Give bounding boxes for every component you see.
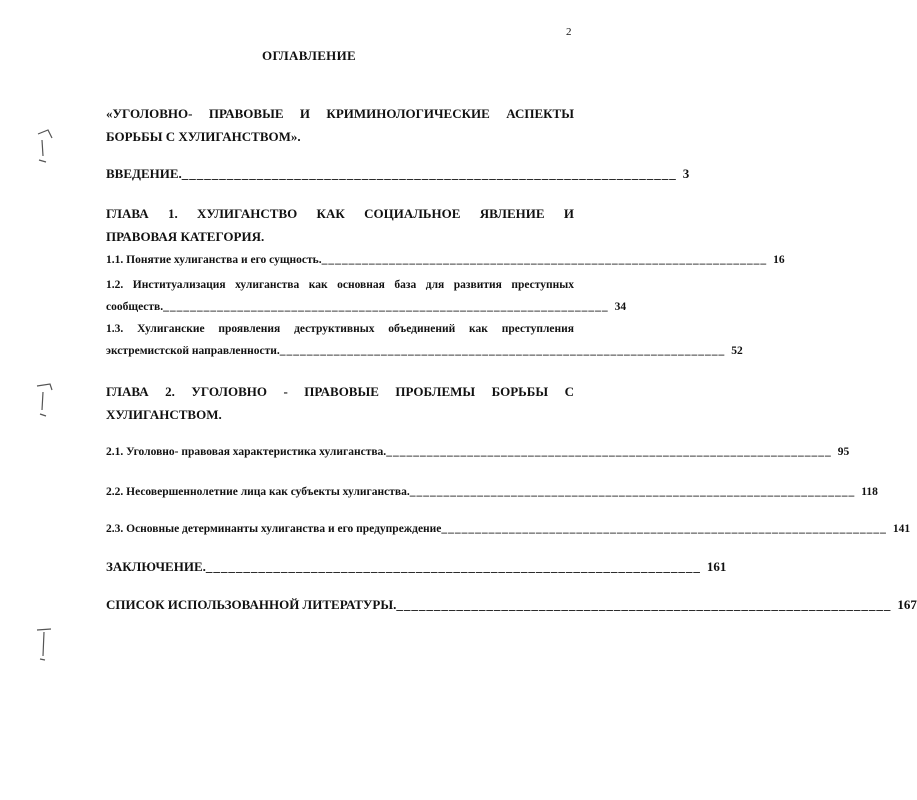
toc-entry-title: 2.2. Несовершеннолетние лица как субъекты хулиганства.: [106, 486, 410, 498]
toc-entry-title: ЗАКЛЮЧЕНИЕ.: [106, 559, 206, 574]
work-title: [106, 102, 574, 148]
page-number: 2: [566, 26, 572, 38]
toc-leader: __________________________________________________________________: [441, 523, 887, 535]
toc-page-number: 118: [861, 486, 878, 498]
toc-leader: __________________________________________________________________: [409, 486, 856, 498]
toc-leader: __________________________________________________________________: [279, 345, 726, 357]
toc-page-number: 34: [614, 301, 627, 313]
chapter-2-line2: ХУЛИГАНСТВОМ.: [106, 407, 222, 422]
toc-page-number: 52: [731, 345, 743, 357]
work-title-line1: «УГОЛОВНО- ПРАВОВЫЕ И КРИМИНОЛОГИЧЕСКИЕ АСПЕКТЫ: [106, 106, 574, 121]
toc-entry-bibliography[interactable]: [106, 594, 917, 616]
toc-entry-intro[interactable]: [106, 163, 690, 185]
toc-page-number: 16: [773, 254, 785, 266]
binding-mark: [34, 126, 56, 166]
toc-title: ОГЛАВЛЕНИЕ: [262, 48, 356, 63]
toc-page-number: 167: [897, 597, 917, 612]
toc-entry-title-cont: экстремистской направленности.: [106, 345, 280, 357]
toc-entry-title: 1.1. Понятие хулиганства и его сущность.: [106, 254, 322, 266]
binding-mark: [34, 624, 56, 664]
toc-entry-title: 2.3. Основные детерминанты хулиганства и его предупреждение: [106, 523, 442, 535]
chapter-1-line2: ПРАВОВАЯ КАТЕГОРИЯ.: [106, 229, 265, 244]
toc-leader: __________________________________________________________________: [386, 446, 832, 458]
toc-entry-title: СПИСОК ИСПОЛЬЗОВАННОЙ ЛИТЕРАТУРЫ.: [106, 597, 397, 612]
toc-entry-1-3[interactable]: [106, 318, 743, 362]
toc-entry-title: 1.2. Институализация хулиганства как основная база для развития преступных: [106, 279, 574, 291]
toc-page-number: 3: [682, 166, 690, 181]
toc-leader: __________________________________________________________________: [205, 559, 701, 574]
toc-entry-title: 1.3. Хулиганские проявления деструктивных объединений как преступления: [106, 323, 574, 335]
toc-entry-title: 2.1. Уголовно- правовая характеристика хулиганства.: [106, 446, 387, 458]
toc-page-number: 95: [837, 446, 850, 458]
chapter-2-heading[interactable]: [106, 380, 574, 426]
chapter-2-line1: ГЛАВА 2. УГОЛОВНО - ПРАВОВЫЕ ПРОБЛЕМЫ БОРЬБЫ С: [106, 384, 574, 399]
toc-entry-title: ВВЕДЕНИЕ.: [106, 166, 182, 181]
toc-leader: __________________________________________________________________: [396, 597, 892, 612]
toc-page-number: 141: [892, 523, 911, 535]
toc-leader: __________________________________________________________________: [181, 166, 677, 181]
toc-entry-2-2[interactable]: [106, 481, 878, 503]
toc-leader: __________________________________________________________________: [321, 254, 768, 266]
toc-entry-2-1[interactable]: [106, 441, 850, 463]
chapter-1-heading[interactable]: [106, 202, 574, 248]
toc-entry-conclusion[interactable]: [106, 556, 727, 578]
toc-entry-title-cont: сообществ.: [106, 301, 164, 313]
chapter-1-line1: ГЛАВА 1. ХУЛИГАНСТВО КАК СОЦИАЛЬНОЕ ЯВЛЕНИЕ И: [106, 206, 574, 221]
work-title-line2: БОРЬБЫ С ХУЛИГАНСТВОМ».: [106, 129, 301, 144]
toc-leader: __________________________________________________________________: [163, 301, 609, 313]
binding-mark: [34, 380, 56, 420]
toc-entry-2-3[interactable]: [106, 518, 911, 540]
toc-entry-1-1[interactable]: [106, 249, 785, 271]
toc-entry-1-2[interactable]: [106, 274, 627, 318]
toc-page-number: 161: [706, 559, 727, 574]
